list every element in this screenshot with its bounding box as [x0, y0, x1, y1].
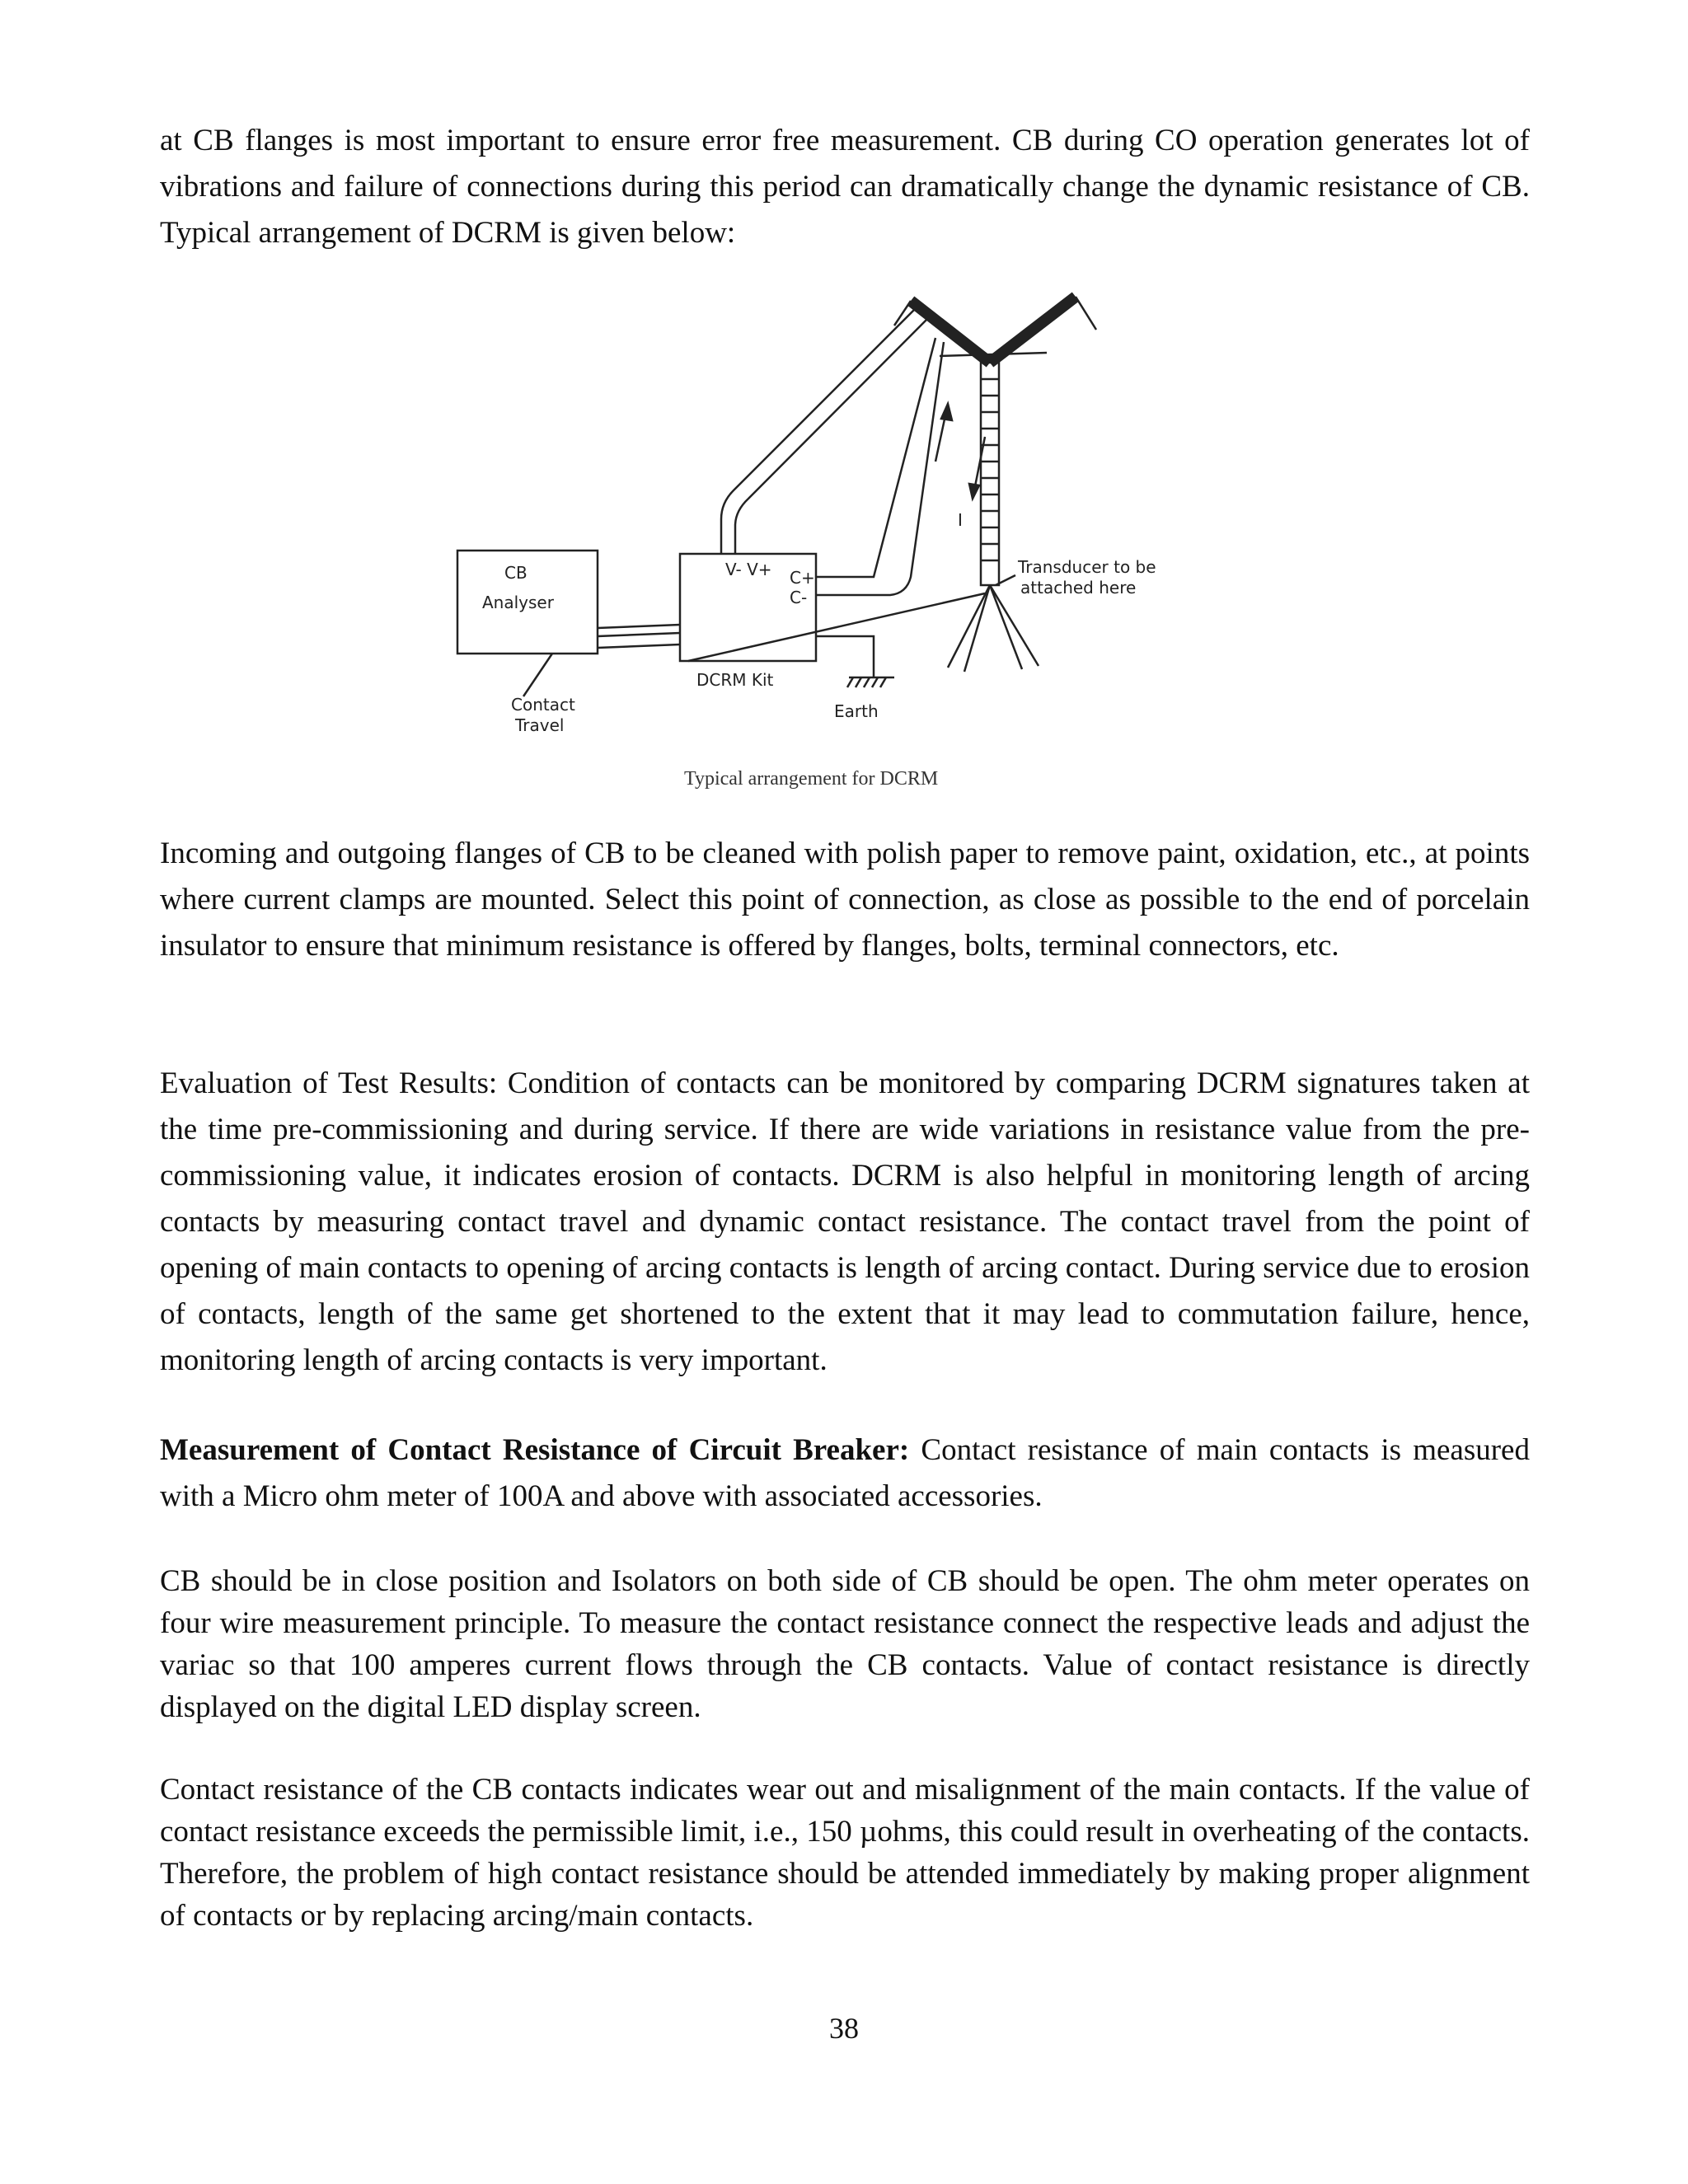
contact-travel-label-1: Contact	[511, 695, 575, 715]
dcrm-arrangement-figure	[445, 280, 1187, 808]
cb-analyser-label-1: CB	[504, 563, 528, 583]
paragraph-evaluation: Evaluation of Test Results: Condition of contacts can be monitored by comparing DCRM signatures taken at the time pre-commissioning and during service. If there are wide variations in resistance value from the pre-commissioning value, it indicates erosion of contacts. DCRM is also helpful in monitoring length of arcing contacts by measuring contact travel and dynamic contact resistance. The contact travel from the point of opening of main contacts to opening of arcing contacts is length of arcing contact. During service due to erosion of contacts, length of the same get shortened to the extent that it may lead to commutation failure, hence, monitoring length of arcing contacts is very important.	[160, 1066, 1530, 1377]
kit-terminal-cplus-label: C+	[790, 568, 815, 588]
contact-resistance-text: Contact resistance of main contacts is measured with a Micro ohm meter of 100A and above with associated accessories.	[160, 1433, 1530, 1513]
kit-terminal-v-label: V- V+	[725, 560, 772, 579]
dcrm-diagram	[445, 280, 1187, 808]
paragraph-contact-resistance	[160, 1427, 1530, 1520]
paragraph-wear-out: Contact resistance of the CB contacts indicates wear out and misalignment of the main contacts. If the value of contact resistance exceeds the permissible limit, i.e., 150 µohms, this could result in overheating of the contacts. Therefore, the problem of high contact resistance should be attended immediately by making proper alignment of contacts or by replacing arcing/main contacts.	[160, 1773, 1530, 1933]
earth-label: Earth	[834, 701, 879, 721]
contact-travel-label-2: Travel	[515, 715, 565, 735]
kit-terminal-cminus-label: C-	[790, 588, 808, 607]
transducer-label-2: attached here	[1020, 578, 1137, 598]
paragraph-cb-close-position: CB should be in close position and Isolators on both side of CB should be open. The ohm meter operates on four wire measurement principle. To measure the contact resistance connect the respective leads and adjust the variac so that 100 amperes current flows through the CB contacts. Value of contact resistance is directly displayed on the digital LED display screen.	[160, 1564, 1530, 1724]
page-number: 38	[829, 2012, 859, 2045]
paragraph-intro: at CB flanges is most important to ensure error free measurement. CB during CO operation generates lot of vibrations and failure of connections during this period can dramatically change the dynamic resistance of CB. Typical arrangement of DCRM is given below:	[160, 124, 1530, 250]
cb-analyser-label-2: Analyser	[482, 593, 554, 612]
dcrm-kit-label: DCRM Kit	[696, 670, 774, 690]
figure-caption: Typical arrangement for DCRM	[684, 768, 939, 790]
paragraph-flange-cleaning: Incoming and outgoing flanges of CB to be cleaned with polish paper to remove paint, oxidation, etc., at points where current clamps are mounted. Select this point of connection, as close as possible to the end of porcelain insulator to ensure that minimum resistance is offered by flanges, bolts, terminal connectors, etc.	[160, 837, 1530, 963]
current-i-label: I	[958, 510, 963, 530]
section-heading-contact-resistance: Measurement of Contact Resistance of Circuit Breaker:	[160, 1433, 910, 1467]
transducer-label-1: Transducer to be	[1018, 557, 1156, 577]
